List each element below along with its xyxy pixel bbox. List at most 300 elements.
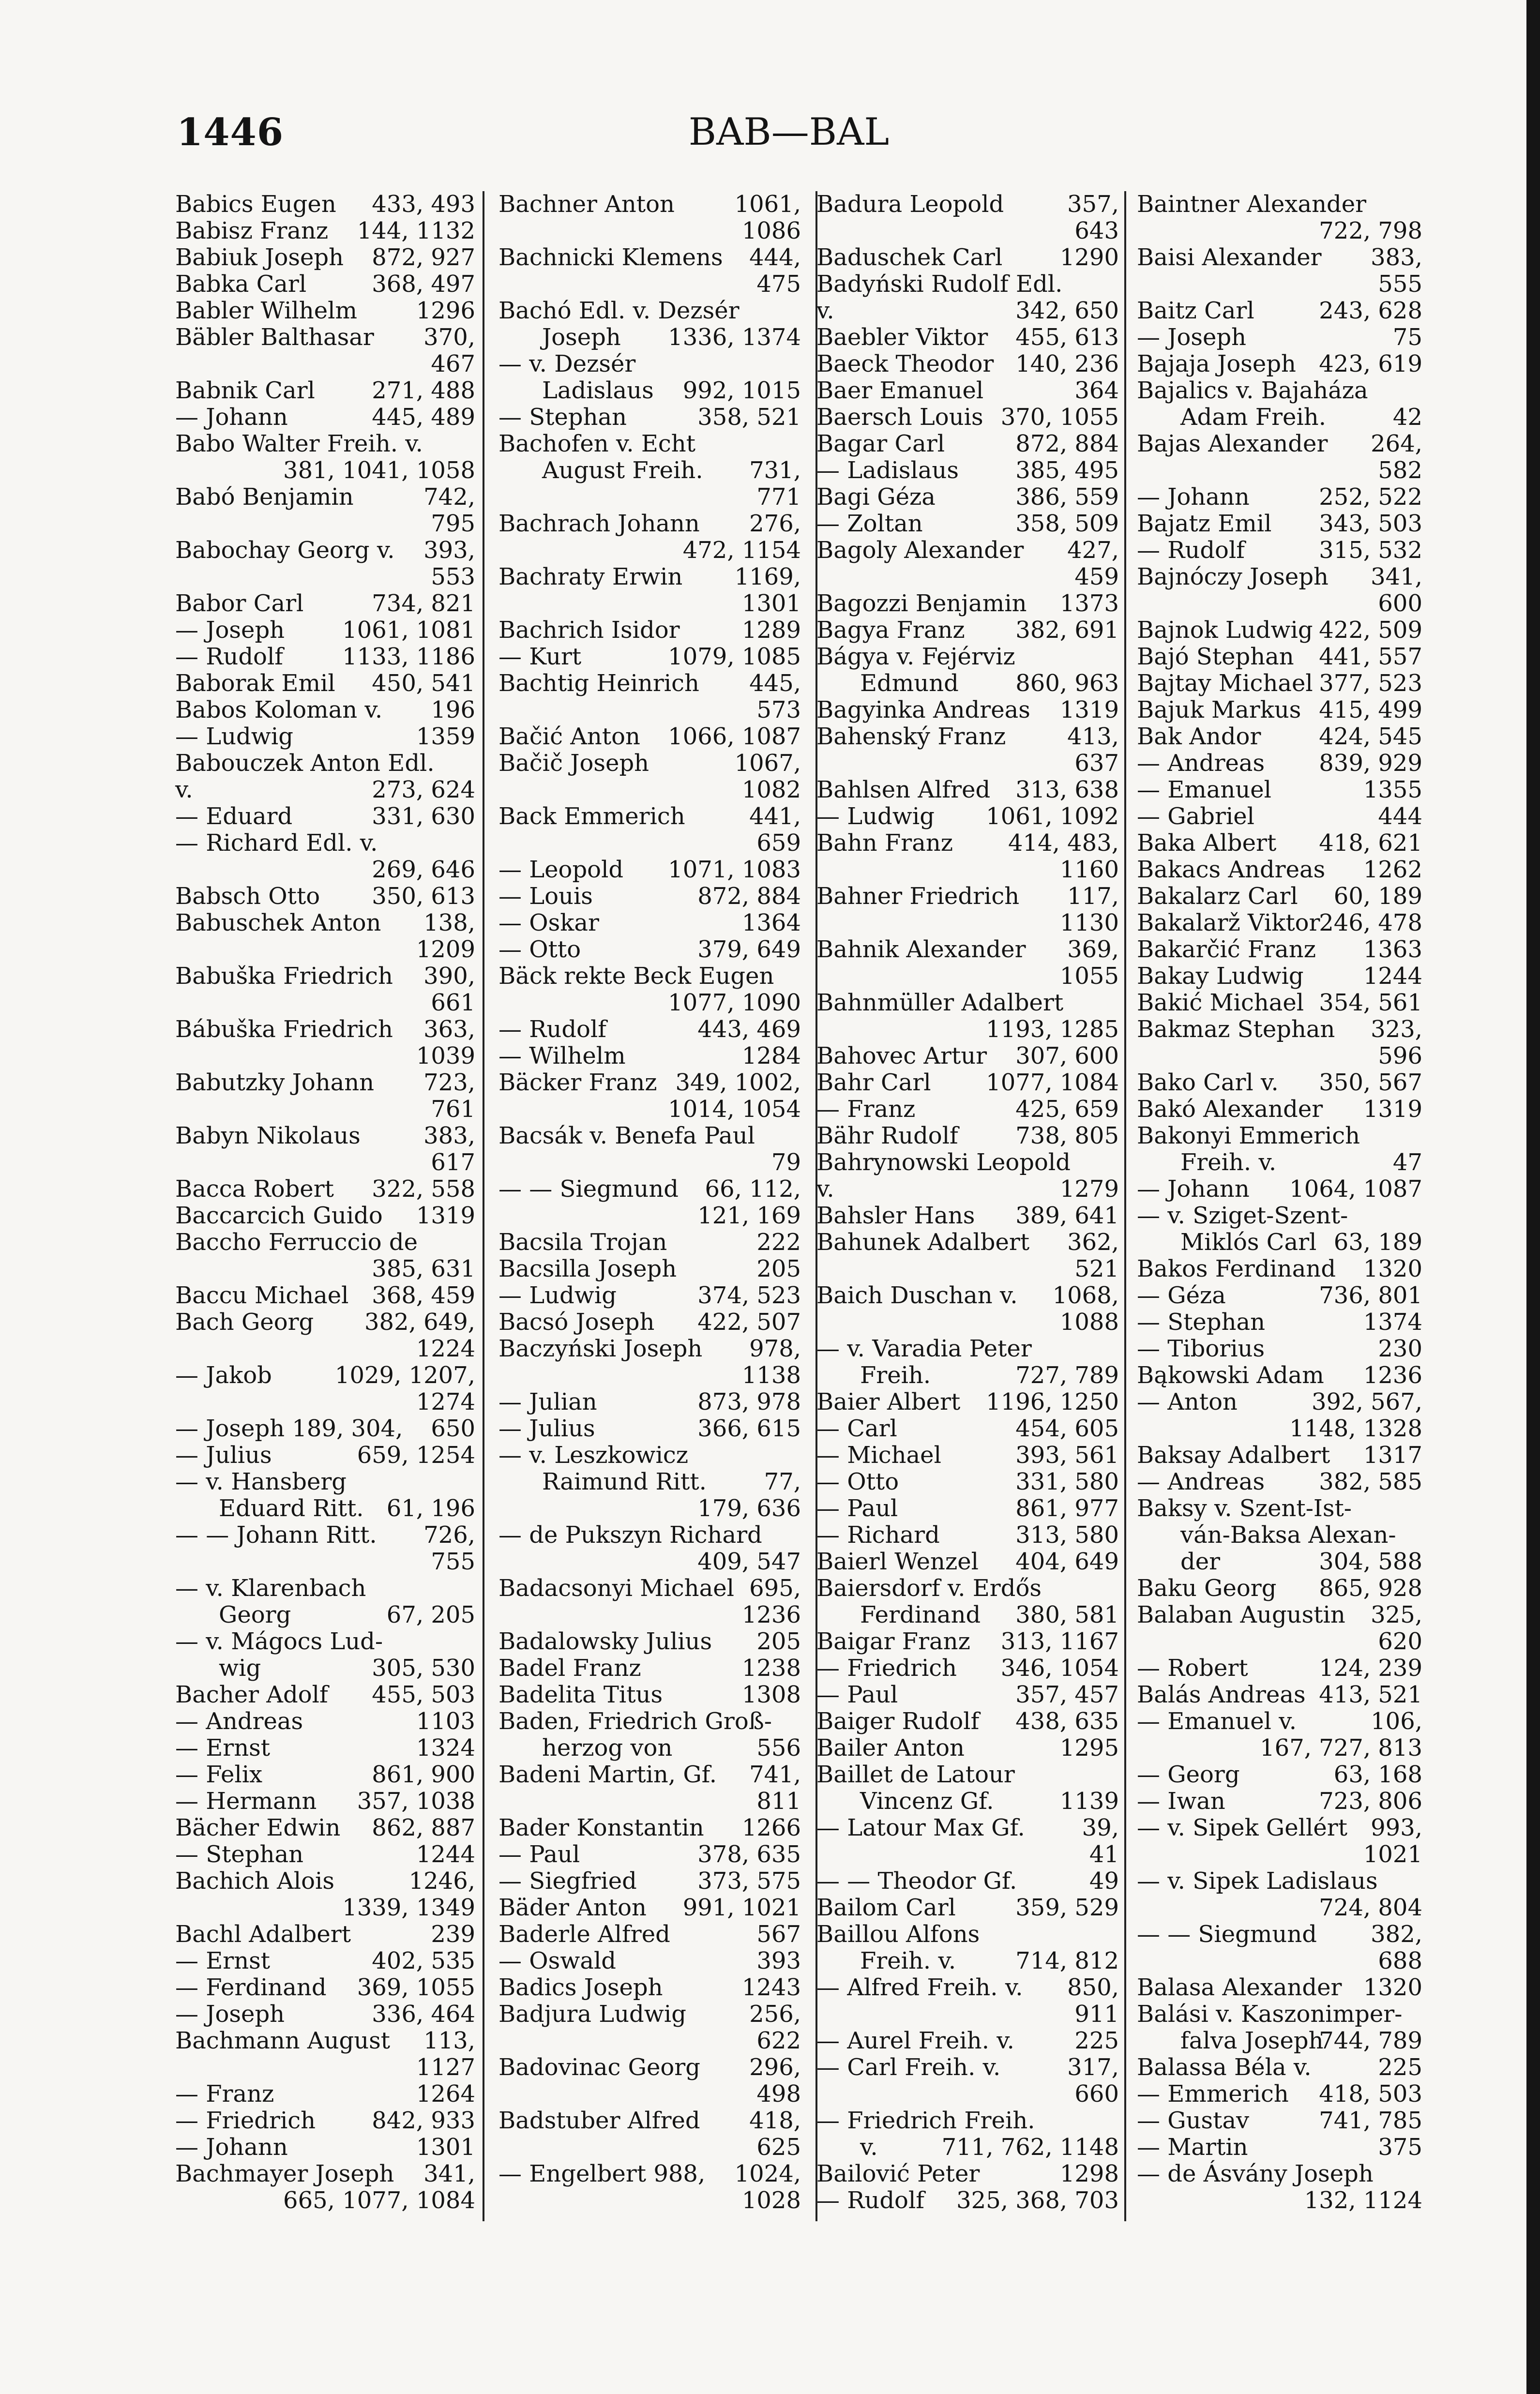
index-entry-line <box>498 1043 801 1069</box>
index-entry-line <box>498 537 801 564</box>
index-entry-line <box>1137 2187 1422 2214</box>
index-entry-line <box>816 750 1119 777</box>
index-entry-line <box>175 404 475 431</box>
running-head: BAB—BAL <box>688 110 890 154</box>
entry-page-refs: 377, 523 <box>1319 670 1422 697</box>
index-entry-line <box>175 1575 475 1602</box>
entry-name: Baka Albert <box>1137 829 1277 857</box>
index-entry-line <box>498 1123 801 1149</box>
index-entry-line <box>175 2161 475 2187</box>
entry-page-refs: 475 <box>756 271 801 298</box>
entry-name: Balassa Béla v. <box>1137 2054 1312 2081</box>
entry-name: Bachó Edl. v. Dezsér <box>498 297 740 324</box>
index-entry-line <box>175 1495 475 1522</box>
entry-page-refs: 622 <box>756 2027 801 2054</box>
index-entry-line <box>175 1309 475 1336</box>
entry-name: Bakmaz Stephan <box>1137 1016 1335 1043</box>
entry-name: Bajnok Ludwig <box>1137 617 1313 644</box>
index-entry-line <box>498 590 801 617</box>
index-column-1 <box>175 191 475 2248</box>
entry-name: Baer Emanuel <box>816 377 984 404</box>
entry-name: Bacsó Joseph <box>498 1309 655 1336</box>
index-entry-line <box>175 1522 475 1549</box>
entry-page-refs: 369, 1055 <box>357 1974 475 2001</box>
entry-name: Bąkowski Adam <box>1137 1362 1324 1389</box>
entry-name: Bajó Stephan <box>1137 643 1294 670</box>
entry-page-refs: 438, 635 <box>1015 1708 1119 1735</box>
entry-page-refs: 42 <box>1392 404 1422 431</box>
index-entry-line <box>1137 1948 1422 1974</box>
entry-name: Bak Andor <box>1137 723 1261 750</box>
entry-name: Bakić Michael <box>1137 989 1304 1016</box>
entry-page-refs: 79 <box>771 1149 801 1176</box>
index-entry-line <box>175 1229 475 1256</box>
entry-name: Babor Carl <box>175 590 304 617</box>
entry-page-refs: 695, <box>749 1575 801 1602</box>
entry-page-refs: 865, 928 <box>1319 1575 1422 1602</box>
entry-page-refs: 381, 1041, 1058 <box>283 457 475 484</box>
entry-page-refs: 271, 488 <box>372 377 475 404</box>
index-column-4 <box>1137 191 1422 2248</box>
entry-page-refs: 205 <box>756 1628 801 1655</box>
index-entry-line <box>175 1708 475 1735</box>
entry-page-refs: 379, 649 <box>697 936 801 963</box>
entry-name: herzog von <box>542 1734 673 1762</box>
entry-name: Bacher Adolf <box>175 1681 328 1708</box>
index-entry-line <box>816 723 1119 750</box>
entry-name: — Julius <box>498 1415 595 1442</box>
index-entry-line <box>1137 1788 1422 1815</box>
entry-page-refs: 1139 <box>1059 1788 1119 1815</box>
entry-page-refs: 273, 624 <box>372 776 475 803</box>
entry-name: Baborak Emil <box>175 670 335 697</box>
entry-page-refs: 978, <box>749 1335 801 1362</box>
index-entry-line <box>175 1389 475 1415</box>
entry-page-refs: 1246, <box>408 1867 475 1895</box>
entry-name: Bakalarz Carl <box>1137 883 1298 910</box>
entry-name: — v. Dezsér <box>498 350 636 377</box>
index-entry-line <box>816 644 1119 670</box>
entry-name: Baduschek Carl <box>816 244 1003 271</box>
entry-name: — Martin <box>1137 2134 1248 2161</box>
index-entry-line <box>1137 271 1422 298</box>
index-entry-line <box>498 2187 801 2214</box>
entry-name: Bachrach Johann <box>498 510 700 537</box>
index-entry-line <box>1137 750 1422 777</box>
index-entry-line <box>816 244 1119 271</box>
entry-name: Edmund <box>860 670 959 697</box>
entry-page-refs: 637 <box>1074 750 1119 777</box>
entry-page-refs: 1079, 1085 <box>668 643 801 670</box>
entry-name: — Andreas <box>175 1708 303 1735</box>
index-entry-line <box>175 1069 475 1096</box>
entry-page-refs: 711, 762, 1148 <box>941 2134 1119 2161</box>
index-entry-line <box>1137 723 1422 750</box>
index-entry-line <box>816 1628 1119 1655</box>
index-entry-line <box>816 377 1119 404</box>
entry-page-refs: 256, <box>749 2001 801 2028</box>
entry-name: Bader Konstantin <box>498 1814 704 1841</box>
index-entry-line <box>1137 590 1422 617</box>
entry-page-refs: 138, <box>423 909 475 936</box>
entry-page-refs: 744, 789 <box>1319 2027 1422 2054</box>
index-entry-line <box>498 723 801 750</box>
entry-page-refs: 349, 1002, <box>675 1069 801 1096</box>
entry-name: Badura Leopold <box>816 191 1004 218</box>
index-entry-line <box>1137 1575 1422 1602</box>
entry-name: Bachich Alois <box>175 1867 334 1895</box>
index-entry-line <box>498 2054 801 2081</box>
index-entry-line <box>1137 298 1422 324</box>
index-entry-line <box>1137 324 1422 351</box>
index-entry-line <box>816 1921 1119 1948</box>
entry-name: — Jakob <box>175 1362 272 1389</box>
entry-name: — Ferdinand <box>175 1974 327 2001</box>
index-entry-line <box>816 1815 1119 1841</box>
index-entry-line <box>1137 1762 1422 1788</box>
entry-page-refs: 1373 <box>1059 590 1119 617</box>
index-column-3 <box>816 191 1119 2248</box>
index-entry-line <box>175 564 475 590</box>
entry-page-refs: 75 <box>1392 324 1422 351</box>
entry-name: — v. Sziget-Szent- <box>1137 1202 1348 1229</box>
entry-name: Bábuška Friedrich <box>175 1016 393 1043</box>
index-entry-line <box>816 2028 1119 2054</box>
index-entry-line <box>1137 1123 1422 1149</box>
entry-page-refs: 1279 <box>1059 1175 1119 1203</box>
entry-name: Babutzky Johann <box>175 1069 375 1096</box>
entry-page-refs: 1039 <box>416 1042 475 1069</box>
entry-name: Bachl Adalbert <box>175 1921 351 1948</box>
entry-name: Bakay Ludwig <box>1137 963 1304 990</box>
index-entry-line <box>498 777 801 803</box>
index-entry-line <box>1137 2028 1422 2054</box>
entry-page-refs: 1301 <box>416 2134 475 2161</box>
index-entry-line <box>498 1788 801 1815</box>
entry-page-refs: 239 <box>431 1921 475 1948</box>
entry-name: — Franz <box>816 1096 916 1123</box>
entry-page-refs: 450, 541 <box>372 670 475 697</box>
index-entry-line <box>816 1788 1119 1815</box>
index-entry-line <box>498 750 801 777</box>
entry-page-refs: 1339, 1349 <box>342 1894 475 1921</box>
entry-page-refs: 1298 <box>1059 2160 1119 2187</box>
index-entry-line <box>1137 936 1422 963</box>
index-entry-line <box>498 990 801 1016</box>
entry-page-refs: 459 <box>1074 563 1119 590</box>
index-entry-line <box>1137 697 1422 723</box>
entry-page-refs: 418, 503 <box>1319 2080 1422 2108</box>
index-entry-line <box>175 1948 475 1974</box>
index-entry-line <box>816 191 1119 218</box>
index-entry-line <box>1137 1895 1422 1921</box>
entry-name: v. <box>816 1175 834 1203</box>
index-entry-line <box>498 1948 801 1974</box>
entry-page-refs: 723, <box>423 1069 475 1096</box>
entry-name: wig <box>219 1655 261 1682</box>
entry-name: Bajas Alexander <box>1137 430 1328 457</box>
index-entry-line <box>1137 883 1422 910</box>
entry-name: — Emanuel v. <box>1137 1708 1297 1735</box>
entry-page-refs: 370, 1055 <box>1000 404 1119 431</box>
entry-page-refs: 357, <box>1067 191 1119 218</box>
entry-name: Baebler Viktor <box>816 324 988 351</box>
entry-name: Bakalarž Viktor <box>1137 909 1320 936</box>
entry-page-refs: 454, 605 <box>1015 1415 1119 1442</box>
index-entry-line <box>175 1921 475 1948</box>
entry-page-refs: 350, 567 <box>1319 1069 1422 1096</box>
entry-name: — Felix <box>175 1761 263 1788</box>
entry-name: — Rudolf <box>498 1016 607 1043</box>
entry-name: — de Ásvány Joseph <box>1137 2160 1374 2187</box>
entry-name: Badeni Martin, Gf. <box>498 1761 717 1788</box>
entry-page-refs: 1284 <box>741 1042 801 1069</box>
entry-name: Babiuk Joseph <box>175 244 344 271</box>
index-entry-line <box>1137 1176 1422 1203</box>
index-entry-line <box>816 1841 1119 1868</box>
index-entry-line <box>1137 218 1422 244</box>
index-entry-line <box>498 1495 801 1522</box>
index-entry-line <box>175 1016 475 1043</box>
index-entry-line <box>498 1575 801 1602</box>
entry-name: — Zoltan <box>816 510 923 537</box>
entry-page-refs: 1236 <box>741 1601 801 1628</box>
entry-page-refs: 343, 503 <box>1319 510 1422 537</box>
entry-page-refs: 839, 929 <box>1319 750 1422 777</box>
index-entry-line <box>175 1762 475 1788</box>
entry-page-refs: 383, <box>1371 244 1422 271</box>
entry-name: Bahrynowski Leopold <box>816 1149 1071 1176</box>
entry-name: — Emmerich <box>1137 2080 1289 2108</box>
index-entry-line <box>1137 511 1422 537</box>
index-entry-line <box>498 2108 801 2134</box>
entry-name: Bachraty Erwin <box>498 563 683 590</box>
index-entry-line <box>498 298 801 324</box>
index-entry-line <box>175 750 475 777</box>
index-entry-line <box>1137 1655 1422 1682</box>
index-entry-line <box>498 244 801 271</box>
entry-page-refs: 1196, 1250 <box>986 1388 1119 1415</box>
entry-name: Bachmayer Joseph <box>175 2160 394 2187</box>
entry-page-refs: 1274 <box>416 1388 475 1415</box>
entry-name: — Carl Freih. v. <box>816 2054 1001 2081</box>
index-entry-line <box>816 1016 1119 1043</box>
index-entry-line <box>498 1522 801 1549</box>
entry-page-refs: 1082 <box>741 776 801 803</box>
index-entry-line <box>175 324 475 351</box>
entry-page-refs: 1324 <box>416 1734 475 1762</box>
entry-name: — Anton <box>1137 1388 1238 1415</box>
entry-page-refs: 993, <box>1371 1814 1422 1841</box>
index-entry-line <box>816 830 1119 857</box>
entry-page-refs: 1209 <box>416 936 475 963</box>
entry-page-refs: 425, 659 <box>1015 1096 1119 1123</box>
entry-name: v. <box>860 2134 878 2161</box>
index-entry-line <box>498 484 801 511</box>
entry-name: — Gabriel <box>1137 803 1254 830</box>
entry-name: — v. Leszkowicz <box>498 1442 688 1469</box>
entry-name: — Otto <box>498 936 581 963</box>
index-entry-line <box>498 431 801 457</box>
entry-page-refs: 222 <box>756 1229 801 1256</box>
entry-page-refs: 861, 900 <box>372 1761 475 1788</box>
entry-page-refs: 443, 469 <box>697 1016 801 1043</box>
index-entry-line <box>498 1868 801 1895</box>
entry-name: Bahnmüller Adalbert <box>816 989 1064 1016</box>
entry-page-refs: 1067, <box>734 750 801 777</box>
entry-page-refs: 296, <box>749 2054 801 2081</box>
entry-name: — Aurel Freih. v. <box>816 2027 1014 2054</box>
index-entry-line <box>175 1735 475 1762</box>
entry-name: — Tiborius <box>1137 1335 1265 1362</box>
entry-name: v. <box>816 297 834 324</box>
index-entry-line <box>816 1389 1119 1415</box>
index-entry-line <box>498 377 801 404</box>
index-entry-line <box>816 1682 1119 1708</box>
entry-page-refs: 455, 503 <box>372 1681 475 1708</box>
entry-page-refs: 573 <box>756 696 801 723</box>
index-entry-line <box>498 1841 801 1868</box>
entry-page-refs: 1317 <box>1363 1442 1422 1469</box>
entry-name: Baier Albert <box>816 1388 961 1415</box>
index-entry-line <box>816 2108 1119 2134</box>
entry-name: — v. Sipek Ladislaus <box>1137 1867 1378 1895</box>
entry-page-refs: 385, 631 <box>372 1255 475 1282</box>
index-entry-line <box>175 1549 475 1575</box>
index-entry-line <box>1137 1522 1422 1549</box>
index-entry-line <box>175 2108 475 2134</box>
index-entry-line <box>816 1362 1119 1389</box>
entry-page-refs: 63, 168 <box>1333 1761 1422 1788</box>
entry-page-refs: 659, 1254 <box>357 1442 475 1469</box>
entry-page-refs: 755 <box>431 1548 475 1575</box>
index-entry-line <box>1137 803 1422 830</box>
index-entry-line <box>816 963 1119 990</box>
index-entry-line <box>816 1762 1119 1788</box>
entry-name: — Joseph 189, 304, <box>175 1415 403 1442</box>
entry-page-refs: 313, 638 <box>1015 776 1119 803</box>
entry-page-refs: 556 <box>756 1734 801 1762</box>
index-entry-line <box>816 1309 1119 1336</box>
entry-page-refs: 444 <box>1378 803 1422 830</box>
entry-page-refs: 1319 <box>1363 1096 1422 1123</box>
entry-page-refs: 382, 649, <box>364 1309 475 1336</box>
entry-page-refs: 409, 547 <box>697 1548 801 1575</box>
index-entry-line <box>816 1282 1119 1309</box>
index-entry-line <box>816 883 1119 910</box>
index-entry-line <box>498 1469 801 1495</box>
index-entry-line <box>1137 1469 1422 1495</box>
index-entry-line <box>498 1256 801 1282</box>
entry-page-refs: 1243 <box>741 1974 801 2001</box>
page-number: 1446 <box>177 110 284 154</box>
entry-name: Babyn Nikolaus <box>175 1122 361 1149</box>
index-entry-line <box>1137 1256 1422 1282</box>
entry-name: Bajtay Michael <box>1137 670 1313 697</box>
entry-name: Baillou Alfons <box>816 1921 980 1948</box>
entry-page-refs: 1055 <box>1059 963 1119 990</box>
entry-name: Bahn Franz <box>816 829 953 857</box>
entry-page-refs: 49 <box>1089 1867 1119 1895</box>
entry-page-refs: 842, 933 <box>372 2107 475 2134</box>
entry-page-refs: 1024, <box>734 2160 801 2187</box>
entry-page-refs: 1244 <box>1363 963 1422 990</box>
entry-page-refs: 413, <box>1067 723 1119 750</box>
index-entry-line <box>816 2161 1119 2187</box>
index-entry-line <box>498 936 801 963</box>
entry-name: — Alfred Freih. v. <box>816 1974 1023 2001</box>
index-entry-line <box>498 644 801 670</box>
index-entry-line <box>498 1176 801 1203</box>
index-entry-line <box>816 218 1119 244</box>
entry-name: — Oswald <box>498 1947 617 1974</box>
entry-page-refs: 325, 368, 703 <box>956 2187 1119 2214</box>
entry-page-refs: 445, 489 <box>372 404 475 431</box>
entry-name: — Ernst <box>175 1947 271 1974</box>
index-entry-line <box>816 990 1119 1016</box>
entry-name: Bajatz Emil <box>1137 510 1272 537</box>
entry-page-refs: 402, 535 <box>372 1947 475 1974</box>
entry-page-refs: 660 <box>1074 2080 1119 2108</box>
entry-page-refs: 555 <box>1378 271 1422 298</box>
index-entry-line <box>1137 1389 1422 1415</box>
entry-name: — de Pukszyn Richard <box>498 1521 762 1549</box>
entry-page-refs: 445, <box>749 670 801 697</box>
index-entry-line <box>175 910 475 936</box>
index-entry-line <box>498 2081 801 2108</box>
entry-name: Bakarčić Franz <box>1137 936 1316 963</box>
entry-name: Freih. v. <box>860 1947 956 1974</box>
index-entry-line <box>1137 1043 1422 1069</box>
entry-name: Bakonyi Emmerich <box>1137 1122 1360 1149</box>
entry-name: Badovinac Georg <box>498 2054 700 2081</box>
entry-page-refs: 441, <box>749 803 801 830</box>
entry-name: Baczyński Joseph <box>498 1335 703 1362</box>
entry-name: Baeck Theodor <box>816 350 994 377</box>
entry-name: Babler Wilhelm <box>175 297 357 324</box>
index-entry-line <box>1137 1602 1422 1628</box>
entry-page-refs: 1359 <box>416 723 475 750</box>
entry-name: Bakacs Andreas <box>1137 856 1326 883</box>
index-entry-line <box>175 723 475 750</box>
entry-name: — Joseph <box>175 2001 285 2028</box>
index-entry-line <box>175 537 475 564</box>
index-entry-line <box>816 457 1119 484</box>
index-entry-line <box>498 1682 801 1708</box>
entry-name: — Friedrich <box>816 1655 957 1682</box>
entry-page-refs: 661 <box>431 989 475 1016</box>
entry-name: Back Emmerich <box>498 803 685 830</box>
entry-name: Badstuber Alfred <box>498 2107 700 2134</box>
entry-page-refs: 246, 478 <box>1319 909 1422 936</box>
entry-name: — Ladislaus <box>816 457 959 484</box>
index-entry-line <box>175 431 475 457</box>
index-entry-line <box>498 1815 801 1841</box>
entry-page-refs: 393 <box>756 1947 801 1974</box>
entry-name: Babuška Friedrich <box>175 963 393 990</box>
entry-name: Baksy v. Szent-Ist- <box>1137 1495 1352 1522</box>
entry-page-refs: 305, 530 <box>372 1655 475 1682</box>
entry-page-refs: 1236 <box>1363 1362 1422 1389</box>
entry-name: — Joseph <box>1137 324 1247 351</box>
entry-page-refs: 106, <box>1371 1708 1422 1735</box>
entry-page-refs: 61, 196 <box>386 1495 475 1522</box>
entry-page-refs: 276, <box>749 510 801 537</box>
entry-name: Bakos Ferdinand <box>1137 1255 1336 1282</box>
entry-page-refs: 121, 169 <box>697 1202 801 1229</box>
index-entry-line <box>816 1495 1119 1522</box>
entry-name: — Engelbert 988, <box>498 2160 706 2187</box>
